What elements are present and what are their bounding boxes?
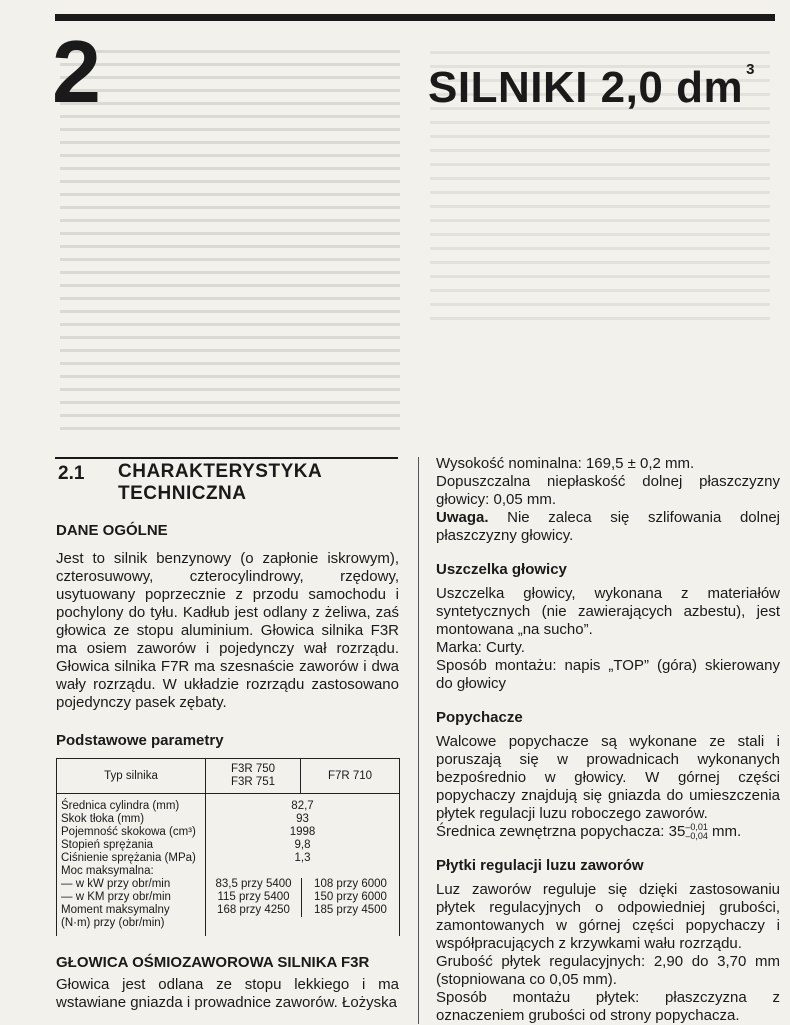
header-f7r: F7R 710 [301,759,400,794]
glowica-heading: GŁOWICA OŚMIOZAWOROWA SILNIKA F3R [56,954,370,971]
uszczelka-text: Uszczelka głowicy, wykonana z materiałów syntetycznych (nie zawierających azbestu), jest montowana „na sucho”. [436,585,780,638]
param-values: 82,7 93 1998 9,8 1,3 83,5 przy 5400 108 przy 6000 115 przy 5400 150 przy 6000 168 przy 4250 185 przy 4500 [206,794,400,937]
param-labels: Średnica cylindra (mm) Skok tłoka (mm) Pojemność skokowa (cm³) Stopień sprężania Ciśnienie sprężania (MPa) Moc maksymalna: — w kW przy obr/min — w KM przy obr/min Moment maksymalny (N·m) przy (obr/min) [57,794,206,937]
dane-ogolne-heading: DANE OGÓLNE [56,522,168,539]
uszczelka-heading: Uszczelka głowicy [436,561,567,578]
dopuszczalna-text: Dopuszczalna niepłaskość dolnej płaszczyzny głowicy: 0,05 mm. [436,473,780,508]
section-number: 2.1 [58,463,85,484]
uwaga-text: Uwaga. Nie zaleca się szlifowania dolnej płaszczyzny głowicy. [436,509,780,544]
glowica-text: Głowica jest odlana ze stopu lekkiego i ma wstawiane gniazda i prowadnice zaworów. Łożyska [56,976,399,1011]
popychacze-srednica: Średnica zewnętrzna popychacza: 35 –0,01 –0,04 mm. [436,822,742,842]
header-typ: Typ silnika [57,759,206,794]
plytki-heading: Płytki regulacji luzu zaworów [436,857,644,875]
header-f3r: F3R 750 F3R 751 [206,759,301,794]
uszczelka-marka: Marka: Curty. [436,639,525,656]
section-title: CHARAKTERYSTYKA TECHNICZNA [118,461,323,504]
chapter-number: 2 [52,22,99,121]
uszczelka-sposob: Sposób montażu: napis „TOP” (góra) skierowany do głowicy [436,657,780,692]
popychacze-text: Walcowe popychacze są wykonane ze stali i poruszają się w prowadnicach wykonanych bezpośrednio w głowicy. W górnej części popychaczy znajdują się gniazda do umieszczenia płytek regulacji luzu roboczego zaworów. [436,733,780,822]
dane-ogolne-text: Jest to silnik benzynowy (o zapłonie iskrowym), czterosuwowy, czterocylindrowy, rzędowy, usytuowany poprzecznie z przodu samochodu i pochylony do tyłu. Kadłub jest odlany z żeliwa, zaś głowica ze stopu aluminium. Głowica silnika F3R ma osiem zaworów i pojedynczy wał rozrządu. Głowica silnika F7R ma szesnaście zaworów i dwa wały rozrządu. W układzie rozrządu zastosowano pojedynczy pasek zębaty. [56,550,399,711]
faint-reverse-text [60,40,400,460]
spec-table [56,758,400,936]
chapter-title: SILNIKI 2,0 dm $^3$ [428,61,755,112]
section-rule [55,457,398,459]
plytki-sposob: Sposób montażu płytek: płaszczyzna z oznaczeniem grubości od strony popychacza. [436,989,780,1025]
plytki-grubosc: Grubość płytek regulacyjnych: 2,90 do 3,70 mm (stopniowana co 0,05 mm). [436,953,780,989]
wysokosc-text: Wysokość nominalna: 169,5 ± 0,2 mm. [436,455,695,472]
right-column [436,455,780,1025]
popychacze-heading: Popychacze [436,709,523,726]
podstawowe-heading: Podstawowe parametry [56,732,224,749]
left-column [56,522,399,1012]
column-divider [418,457,419,1024]
top-rule [55,14,775,21]
plytki-text: Luz zaworów reguluje się dzięki zastosowaniu płytek regulacyjnych o odpowiedniej grubości, zamontowanych w górnej części popychaczy i współpracujących z krzywkami wału rozrządu. [436,881,780,953]
table-body [57,794,400,937]
